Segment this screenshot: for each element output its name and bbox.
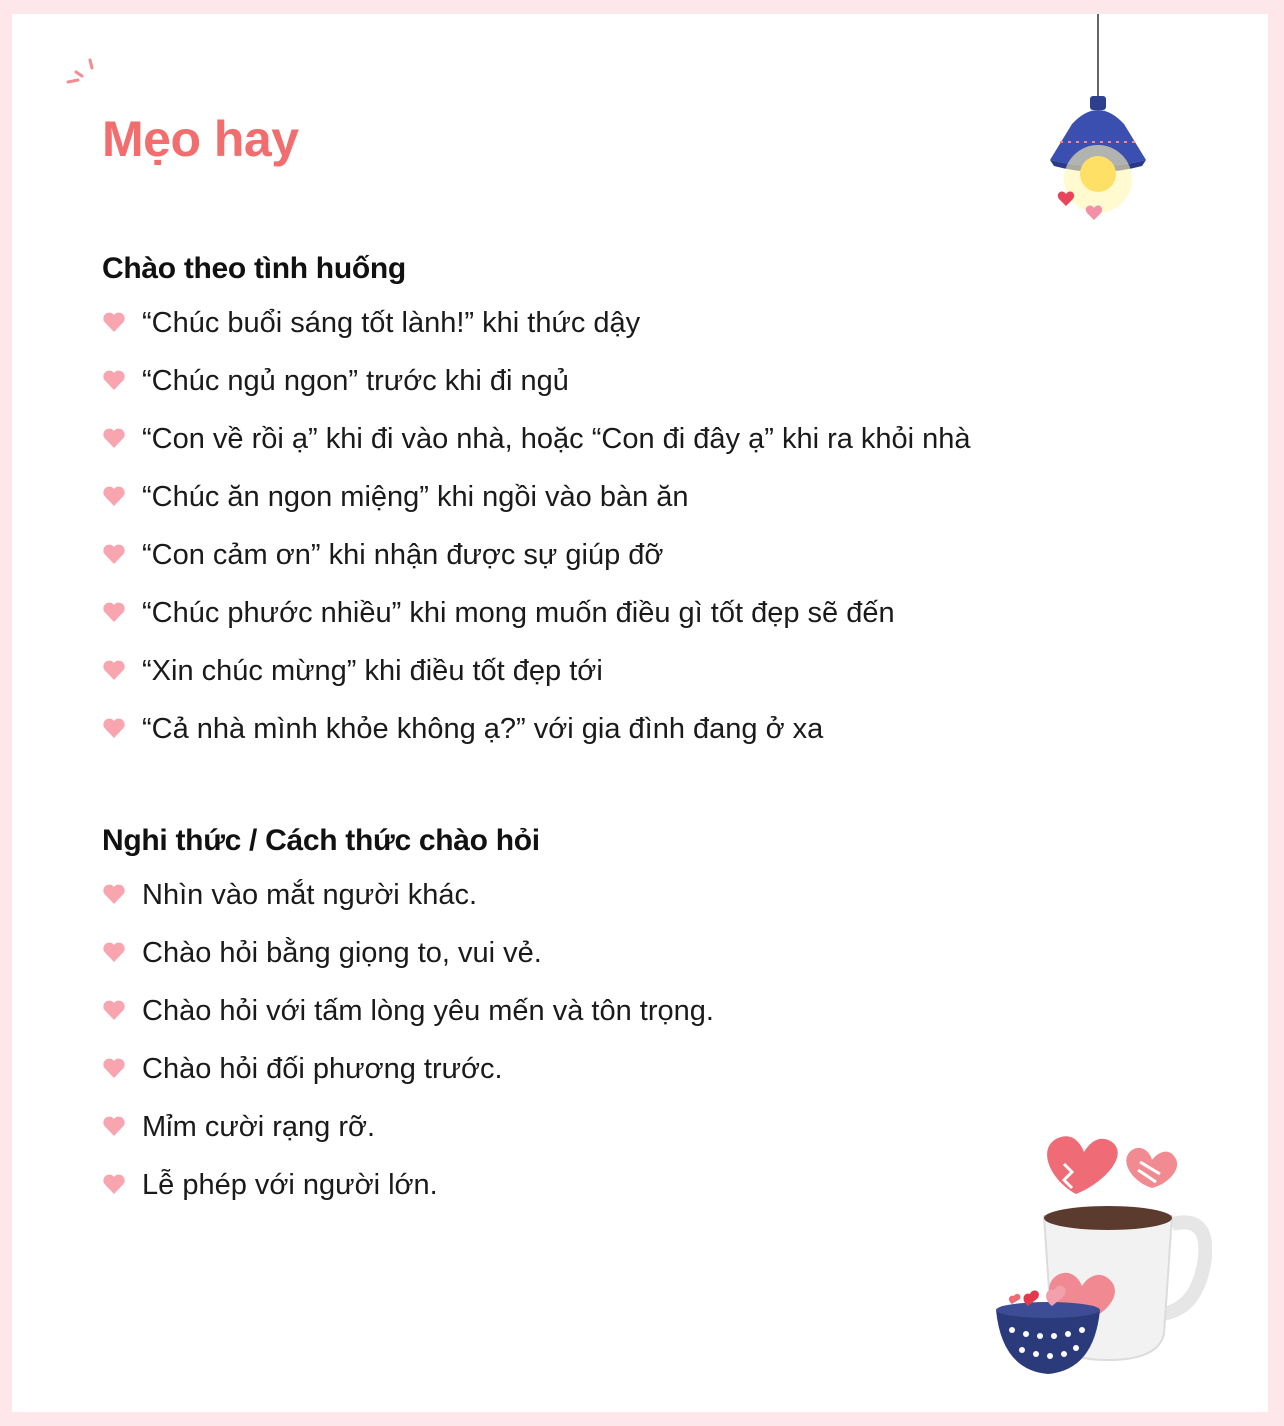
list-item [102, 982, 714, 1040]
item-text: Chào hỏi đối phương trước. [142, 1053, 503, 1085]
item-text: “Con về rồi ạ” khi đi vào nhà, hoặc “Con đi đây ạ” khi ra khỏi nhà [142, 423, 971, 455]
heart-icon [102, 717, 126, 739]
heart-icon [102, 543, 126, 565]
item-text: Chào hỏi với tấm lòng yêu mến và tôn trọng. [142, 995, 714, 1027]
section-heading: Chào theo tình huống [102, 252, 406, 285]
list-item [102, 1040, 714, 1098]
heart-icon [102, 941, 126, 963]
section-greetings [102, 244, 971, 758]
list-item [102, 700, 971, 758]
tip-card [12, 14, 1268, 1412]
list-item [102, 866, 714, 924]
heart-icon [102, 883, 126, 905]
list-item [102, 410, 971, 468]
lamp-icon [1032, 14, 1162, 224]
heart-icon [102, 369, 126, 391]
heart-icon [102, 601, 126, 623]
item-text: “Xin chúc mừng” khi điều tốt đẹp tới [142, 655, 603, 687]
list-item [102, 352, 971, 410]
list-item [102, 584, 971, 642]
heart-icon [102, 1115, 126, 1137]
etiquette-list [102, 866, 714, 1214]
list-item [102, 526, 971, 584]
list-item [102, 468, 971, 526]
item-text: Nhìn vào mắt người khác. [142, 879, 478, 911]
heart-icon [102, 1173, 126, 1195]
item-text: “Chúc ăn ngon miệng” khi ngồi vào bàn ăn [142, 481, 689, 513]
heart-icon [102, 485, 126, 507]
page-title: Mẹo hay [102, 111, 299, 167]
sparkle-icon [64, 54, 104, 90]
item-text: “Chúc ngủ ngon” trước khi đi ngủ [142, 365, 569, 397]
item-text: Chào hỏi bằng giọng to, vui vẻ. [142, 937, 542, 969]
item-text: “Chúc phước nhiều” khi mong muốn điều gì tốt đẹp sẽ đến [142, 597, 895, 629]
list-item [102, 1098, 714, 1156]
heart-icon [102, 311, 126, 333]
list-item [102, 1156, 714, 1214]
heart-icon [102, 1057, 126, 1079]
section-heading: Nghi thức / Cách thức chào hỏi [102, 824, 540, 857]
heart-icon [102, 659, 126, 681]
list-item [102, 642, 971, 700]
item-text: “Con cảm ơn” khi nhận được sự giúp đỡ [142, 539, 664, 571]
heart-icon [102, 427, 126, 449]
item-text: “Cả nhà mình khỏe không ạ?” với gia đình đang ở xa [142, 713, 824, 745]
item-text: Mỉm cười rạng rỡ. [142, 1111, 376, 1143]
list-item [102, 924, 714, 982]
section-etiquette [102, 816, 714, 1214]
list-item [102, 294, 971, 352]
greeting-list [102, 294, 971, 758]
item-text: “Chúc buổi sáng tốt lành!” khi thức dậy [142, 307, 641, 339]
heart-icon [102, 999, 126, 1021]
mug-hearts-icon [972, 1134, 1212, 1384]
item-text: Lễ phép với người lớn. [142, 1169, 438, 1201]
